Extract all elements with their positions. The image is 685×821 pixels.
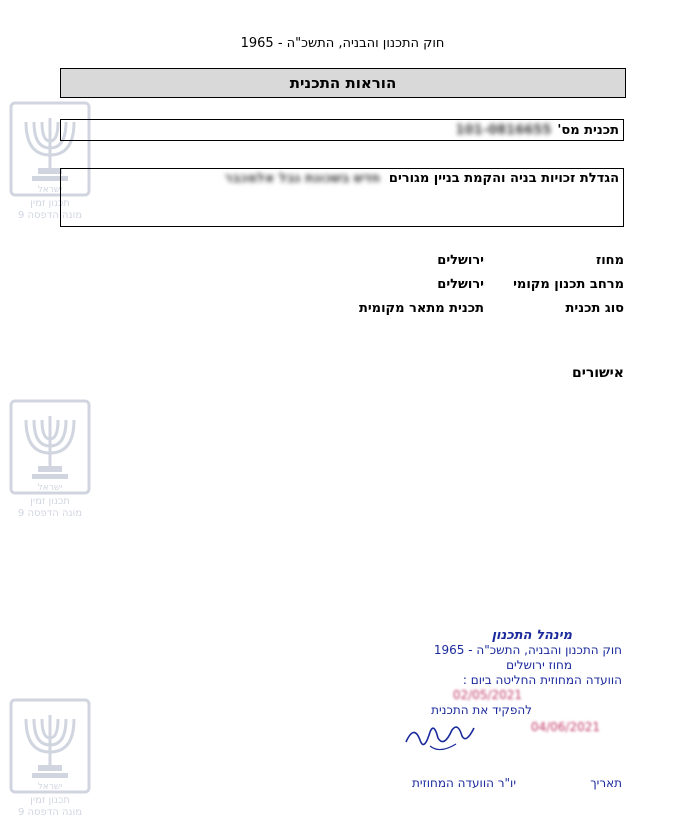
emblem-text: ישראל — [37, 185, 63, 195]
info-row-planning-area — [330, 272, 624, 296]
watermark-line2: מונה הדפסה 9 — [17, 210, 83, 221]
emblem-text: ישראל — [37, 782, 63, 792]
plan-info-table — [330, 248, 624, 320]
law-header: חוק התכנון והבניה, התשכ"ה - 1965 — [240, 36, 445, 51]
sign-date: 04/06/2021 — [530, 720, 600, 734]
info-value: ירושלים — [437, 276, 484, 292]
info-row-district — [330, 248, 624, 272]
stamp-action: להפקיד את התכנית — [431, 703, 532, 717]
stamp-decision: הוועדה המחוזית החליטה ביום : — [462, 673, 622, 687]
plan-description-box — [60, 168, 624, 227]
plan-description: הגדלת זכויות בניה והקמת בניין מגורים — [388, 171, 619, 186]
watermark-line1: תכנון זמין — [30, 198, 70, 209]
watermark-emblem-3 — [8, 697, 92, 821]
info-value: תכנית מתאר מקומית — [358, 300, 484, 316]
signature-icon — [400, 718, 480, 756]
decision-date: 02/05/2021 — [452, 688, 522, 702]
watermark-line1: תכנון זמין — [30, 795, 70, 806]
info-row-plan-type — [330, 296, 624, 320]
menorah-emblem-icon — [8, 398, 92, 496]
info-label: מרחב תכנון מקומי — [513, 276, 624, 292]
plan-description-blurred: חדש בשכונת גבל אלמכבר — [224, 171, 381, 186]
emblem-text: ישראל — [37, 483, 63, 493]
watermark-line2: מונה הדפסה 9 — [17, 508, 83, 519]
document-title: הוראות התכנית — [60, 68, 626, 98]
date-label: תאריך — [590, 776, 622, 790]
info-label: מחוז — [595, 252, 624, 268]
watermark-line1: תכנון זמין — [30, 496, 70, 507]
chair-label: יו"ר הוועדה המחוזית — [412, 776, 516, 790]
stamp-title: מינהל התכנון — [491, 628, 572, 643]
signature-row — [360, 718, 622, 758]
menorah-emblem-icon — [8, 697, 92, 795]
stamp-district: מחוז ירושלים — [506, 658, 572, 672]
watermark-emblem-2 — [8, 398, 92, 526]
approval-stamp — [360, 628, 622, 758]
stamp-footer — [372, 776, 622, 790]
stamp-law: חוק התכנון והבניה, התשכ"ה - 1965 — [433, 643, 622, 657]
plan-number-value: 101-0816655 — [455, 122, 552, 138]
info-value: ירושלים — [437, 252, 484, 268]
plan-number-label: תכנית מס' — [557, 122, 619, 138]
plan-number-box — [60, 119, 624, 141]
info-label: סוג תכנית — [565, 300, 624, 316]
watermark-line2: מונה הדפסה 9 — [17, 807, 83, 818]
approvals-heading: אישורים — [571, 365, 624, 381]
